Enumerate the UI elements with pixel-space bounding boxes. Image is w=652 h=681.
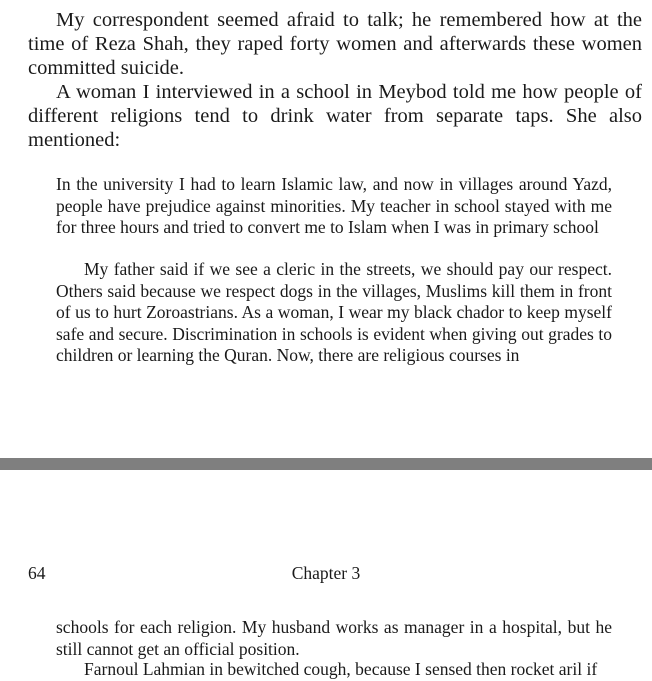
- block-quote-paragraph: schools for each religion. My husband works as manager in a hospital, but he still cannot get an official position.: [56, 617, 612, 659]
- block-quote-paragraph: My father said if we see a cleric in the streets, we should pay our respect. Others said because we respect dogs in the villages, Muslims kill them in front of us to hurt Zoroastrians. As a woman, I wear my black chador to keep myself safe and secure. Discrimination in schools is evident when giving out grades to children or learning the Quran. Now, there are religious courses in: [56, 259, 612, 365]
- body-paragraph: My correspondent seemed afraid to talk; he remembered how at the time of Reza Shah, they raped forty women and afterwards these women committed suicide.: [28, 9, 642, 79]
- block-quote-paragraph-cut: Farnoul Lahmian in bewitched cough, because I sensed then rocket aril if: [84, 659, 598, 679]
- page-number: 64: [28, 563, 46, 583]
- page-divider: [0, 458, 652, 470]
- body-paragraph: A woman I interviewed in a school in Meybod told me how people of different religions tend to drink water from separate taps. She also mentioned:: [28, 81, 642, 151]
- running-head: Chapter 3: [291, 563, 361, 583]
- block-quote-paragraph: In the university I had to learn Islamic law, and now in villages around Yazd, people have prejudice against minorities. My teacher in school stayed with me for three hours and tried to convert me to Islam when I was in primary school: [56, 174, 612, 237]
